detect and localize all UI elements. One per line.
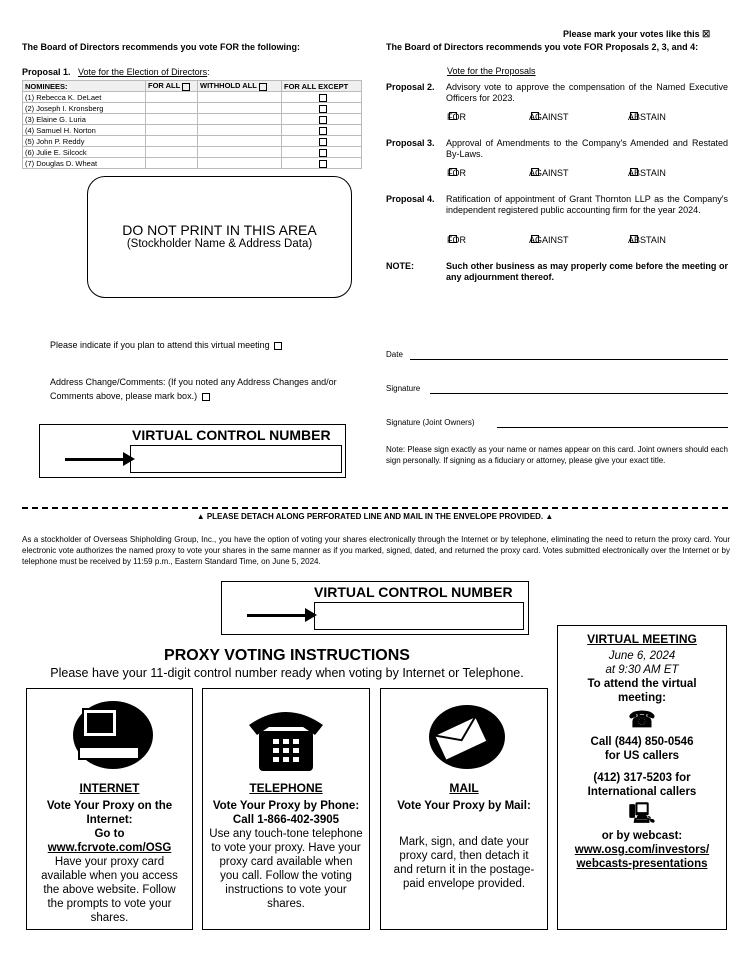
proposal-text: Ratification of appointment of Grant Thornton LLP as the Company's independent registered public accounting firm for the year 2024. (446, 194, 728, 215)
joint-signature-line[interactable] (497, 427, 728, 428)
proposals-subheading: Vote for the Proposals (447, 66, 536, 76)
date-label: Date (386, 350, 403, 359)
telephone-line1: Vote Your Proxy by Phone: (212, 800, 360, 812)
address-change: Address Change/Comments: (If you noted any Address Changes and/or Comments above, please mark box.) (50, 377, 337, 401)
for-all-cell (146, 136, 198, 147)
for-all-except-cell (282, 92, 362, 103)
address-change-checkbox[interactable] (202, 393, 210, 401)
date-line[interactable] (410, 359, 728, 360)
proposal-text: Advisory vote to approve the compensation of the Named Executive Officers for 2023. (446, 82, 728, 103)
computer-icon: 🖳 (628, 803, 656, 825)
left-heading: The Board of Directors recommends you vote FOR the following: (22, 42, 301, 52)
meeting-time: at 9:30 AM ET (605, 664, 679, 676)
do-not-print-sub: (Stockholder Name & Address Data) (126, 238, 313, 250)
nominee-row (23, 136, 362, 147)
mark-instruction-text: Please mark your votes like this (563, 29, 700, 39)
checked-box-icon: ☒ (702, 29, 711, 39)
meeting-webcast-label: or by webcast: (601, 830, 683, 842)
for-all-cell (146, 92, 198, 103)
meeting-us-phone: Call (844) 850-0546 for US callers (590, 736, 694, 762)
telephone-title: TELEPHONE (249, 781, 323, 795)
arrow-right-icon (247, 614, 307, 617)
for-all-cell (146, 103, 198, 114)
vcn-label-2: VIRTUAL CONTROL NUMBER (314, 584, 513, 600)
except-checkbox[interactable] (319, 105, 327, 113)
mail-line1: Vote Your Proxy by Mail: (397, 800, 531, 812)
nominee-name: (2) Joseph I. Kronsberg (23, 103, 146, 114)
internet-body: Have your proxy card available when you access the above website. Follow the prompts to vote your shares. (41, 856, 178, 924)
right-heading: The Board of Directors recommends you vote FOR Proposals 2, 3, and 4: (386, 42, 699, 52)
nominees-table (22, 80, 362, 169)
internet-title: INTERNET (79, 781, 140, 795)
nominee-name: (6) Julie E. Silcock (23, 147, 146, 158)
signature-line[interactable] (430, 393, 728, 394)
withhold-cell (198, 92, 282, 103)
meeting-title: VIRTUAL MEETING (587, 632, 697, 646)
arrow-right-icon (65, 458, 125, 461)
except-checkbox[interactable] (319, 94, 327, 102)
telephone-icon (241, 697, 331, 777)
except-checkbox[interactable] (319, 127, 327, 135)
withhold-cell (198, 114, 282, 125)
signature-label: Signature (386, 384, 421, 393)
for-all-cell (146, 125, 198, 136)
attend-meeting: Please indicate if you plan to attend this virtual meeting (50, 340, 282, 350)
virtual-meeting-panel (557, 625, 727, 930)
nominee-name: (5) John P. Reddy (23, 136, 146, 147)
virtual-control-number-box (39, 424, 346, 478)
address-area (87, 176, 352, 298)
nominee-row (23, 92, 362, 103)
proposal-1-label: Proposal 1. (22, 67, 71, 77)
mail-title: MAIL (449, 781, 479, 795)
detach-instruction: ▲ PLEASE DETACH ALONG PERFORATED LINE AND MAIL IN THE ENVELOPE PROVIDED. ▲ (196, 512, 554, 521)
instructions-subtitle: Please have your 11-digit control number ready when voting by Internet or Telephone. (50, 666, 524, 680)
nominee-row (23, 114, 362, 125)
internet-panel (26, 688, 193, 930)
meeting-date: June 6, 2024 (608, 650, 676, 662)
perforated-line (22, 507, 728, 509)
for-all-cell (146, 147, 198, 158)
mark-instruction (563, 29, 710, 40)
except-checkbox[interactable] (319, 138, 327, 146)
header-nominees: NOMINEES: (23, 81, 146, 92)
proposal-label: Proposal 3. (386, 138, 435, 148)
meeting-intl-phone: (412) 317-5203 for International callers (587, 772, 697, 798)
instructions-title: PROXY VOTING INSTRUCTIONS (164, 647, 410, 664)
for-all-except-cell (282, 114, 362, 125)
telephone-panel (202, 688, 370, 930)
joint-signature-label: Signature (Joint Owners) (386, 418, 475, 427)
proposal-4 (386, 194, 731, 234)
nominee-row (23, 158, 362, 169)
nominee-name: (4) Samuel H. Norton (23, 125, 146, 136)
except-checkbox[interactable] (319, 116, 327, 124)
computer-icon (65, 697, 155, 777)
except-checkbox[interactable] (319, 149, 327, 157)
meeting-webcast-link[interactable]: www.osg.com/investors/ webcasts-presentations (574, 844, 710, 870)
except-checkbox[interactable] (319, 160, 327, 168)
internet-url-link[interactable]: www.fcrvote.com/OSG (47, 842, 172, 854)
for-all-except-cell (282, 158, 362, 169)
proposal-text: Approval of Amendments to the Company's Amended and Restated By-Laws. (446, 138, 728, 159)
vcn-label: VIRTUAL CONTROL NUMBER (132, 427, 331, 443)
telephone-body: Use any touch-tone telephone to vote your proxy. Have your proxy card available when you call. Follow the voting instructions to vote your shares. (209, 828, 363, 910)
internet-line2: Go to (94, 828, 125, 840)
note-label: NOTE: (386, 261, 414, 271)
telephone-number: Call 1-866-402-3905 (232, 814, 340, 826)
for-all-except-cell (282, 125, 362, 136)
header-for-all[interactable]: FOR ALL (146, 81, 198, 92)
mail-panel (380, 688, 548, 930)
header-withhold-all[interactable]: WITHHOLD ALL (198, 81, 282, 92)
sign-note: Note: Please sign exactly as your name or names appear on this card. Joint owners should each sign personally. If signing as a fiduciary or attorney, please give your exact title. (386, 445, 728, 465)
attend-checkbox[interactable] (274, 342, 282, 350)
meeting-attend: To attend the virtual meeting: (587, 678, 697, 704)
internet-line1: Vote Your Proxy on the Internet: (46, 800, 173, 826)
proposal-1-title: Vote for the Election of Directors (78, 67, 208, 77)
for-all-cell (146, 114, 198, 125)
nominee-row (23, 147, 362, 158)
note-text: Such other business as may properly come before the meeting or any adjournment thereof. (446, 261, 728, 282)
nominee-name: (1) Rebecca K. DeLaet (23, 92, 146, 103)
for-all-cell (146, 158, 198, 169)
virtual-control-number-box-2 (221, 581, 529, 635)
mail-icon (419, 697, 509, 777)
nominee-row (23, 125, 362, 136)
vcn-field[interactable] (130, 445, 342, 473)
withhold-cell (198, 147, 282, 158)
proposal-label: Proposal 2. (386, 82, 435, 92)
nominee-name: (7) Douglas D. Wheat (23, 158, 146, 169)
proposal-label: Proposal 4. (386, 194, 435, 204)
for-all-except-cell (282, 147, 362, 158)
for-all-except-cell (282, 103, 362, 114)
vcn-field-2[interactable] (314, 602, 524, 630)
intro-paragraph: As a stockholder of Overseas Shipholding Group, Inc., you have the option of voting your shares electronically through the Internet or by telephone, eliminating the need to return the proxy card. Your electronic vote authorizes the named proxy to vote your shares in the same manner as if you marked, signed, dated, and returned the proxy card. Votes submitted electronically over the Internet or by telephone must be received by 11:59 p.m., Eastern Standard Time, on June 5, 2024. (22, 535, 730, 566)
header-for-all-except: FOR ALL EXCEPT (282, 81, 362, 92)
nominee-name: (3) Elaine G. Luria (23, 114, 146, 125)
withhold-cell (198, 158, 282, 169)
do-not-print-text: DO NOT PRINT IN THIS AREA (122, 222, 317, 238)
nominee-row (23, 103, 362, 114)
withhold-cell (198, 125, 282, 136)
withhold-cell (198, 136, 282, 147)
withhold-cell (198, 103, 282, 114)
proposal-1-heading: Proposal 1. Vote for the Election of Directors: (22, 67, 210, 77)
mail-body: Mark, sign, and date your proxy card, then detach it and return it in the postage-paid envelope provided. (393, 836, 535, 890)
for-all-except-cell (282, 136, 362, 147)
telephone-icon: ☎ (628, 707, 656, 732)
